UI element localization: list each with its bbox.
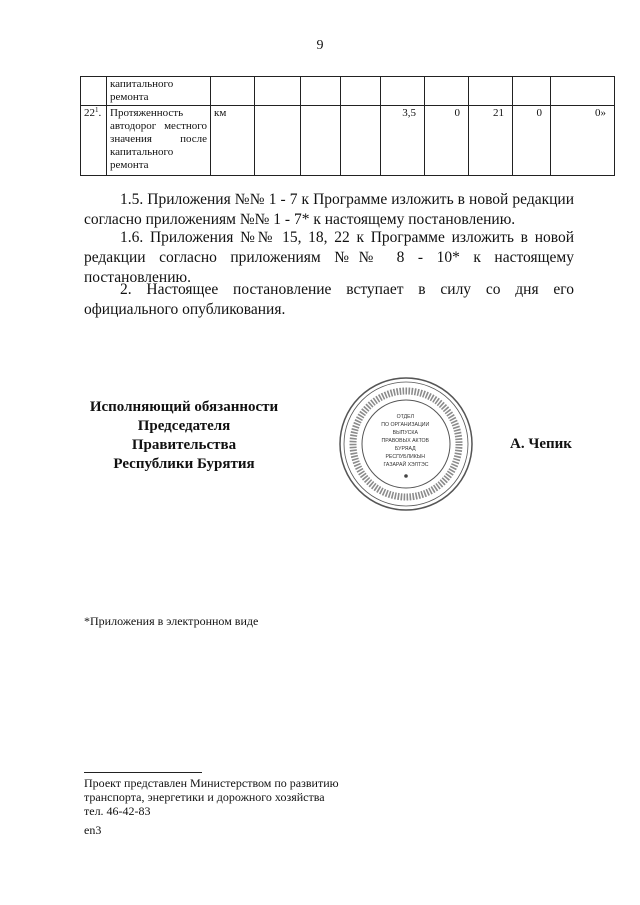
table-cell: капитального ремонта (107, 77, 211, 106)
document-code: en3 (84, 823, 102, 837)
indicator-table (80, 76, 615, 176)
paragraph-2: 2. Настоящее постановление вступает в силу со дня его официального опубликования. (84, 281, 574, 318)
signatory-name: А. Чепик (510, 436, 572, 452)
footnote: *Приложения в электронном виде (84, 614, 259, 628)
row-index: $22^1$. (81, 106, 107, 176)
table-cell (255, 106, 301, 176)
table-cell: 0 (425, 106, 469, 176)
paragraph-1-5: 1.5. Приложения №№ 1 - 7 к Программе изложить в новой редакции согласно приложениям №№ 1 - 7* к настоящему постановлению. (84, 191, 574, 228)
official-seal (338, 376, 474, 512)
svg-text:ОТДЕЛ ПО ОРГАНИЗАЦИИ В: ОТДЕЛ ПО ОРГАНИЗАЦИИ ВЫПУСКА ПРАВОВЫХ АКТОВ БУРЯАД РЕСПУБЛИКЫН ГАЗАРАЙ ХЭЛТЭС (381, 414, 430, 468)
page-number: 9 (316, 38, 324, 53)
table-cell (341, 106, 381, 176)
unit-cell: км (211, 106, 255, 176)
indicator-name: Протяженность автодорог местного значения после капитального ремонта (107, 106, 211, 176)
table-cell: 0» (551, 106, 615, 176)
footer-divider (84, 772, 202, 773)
table-cell: 21 (469, 106, 513, 176)
table-cell (301, 106, 341, 176)
table-row (81, 77, 615, 106)
table-row (81, 106, 615, 176)
signatory-title: Исполняющий обязанности Председателя Правительства Республики Бурятия (89, 399, 279, 472)
table-cell: 3,5 (381, 106, 425, 176)
paragraph-1-6: 1.6. Приложения №№ 15, 18, 22 к Программе изложить в новой редакции согласно приложениям №№ 8 - 10* к настоящему постановлению. (84, 229, 574, 286)
table-cell: 0 (513, 106, 551, 176)
footer-note: Проект представлен Министерством по развитию транспорта, энергетики и дорожного хозяйства тел. 46-42-83 (84, 776, 339, 818)
